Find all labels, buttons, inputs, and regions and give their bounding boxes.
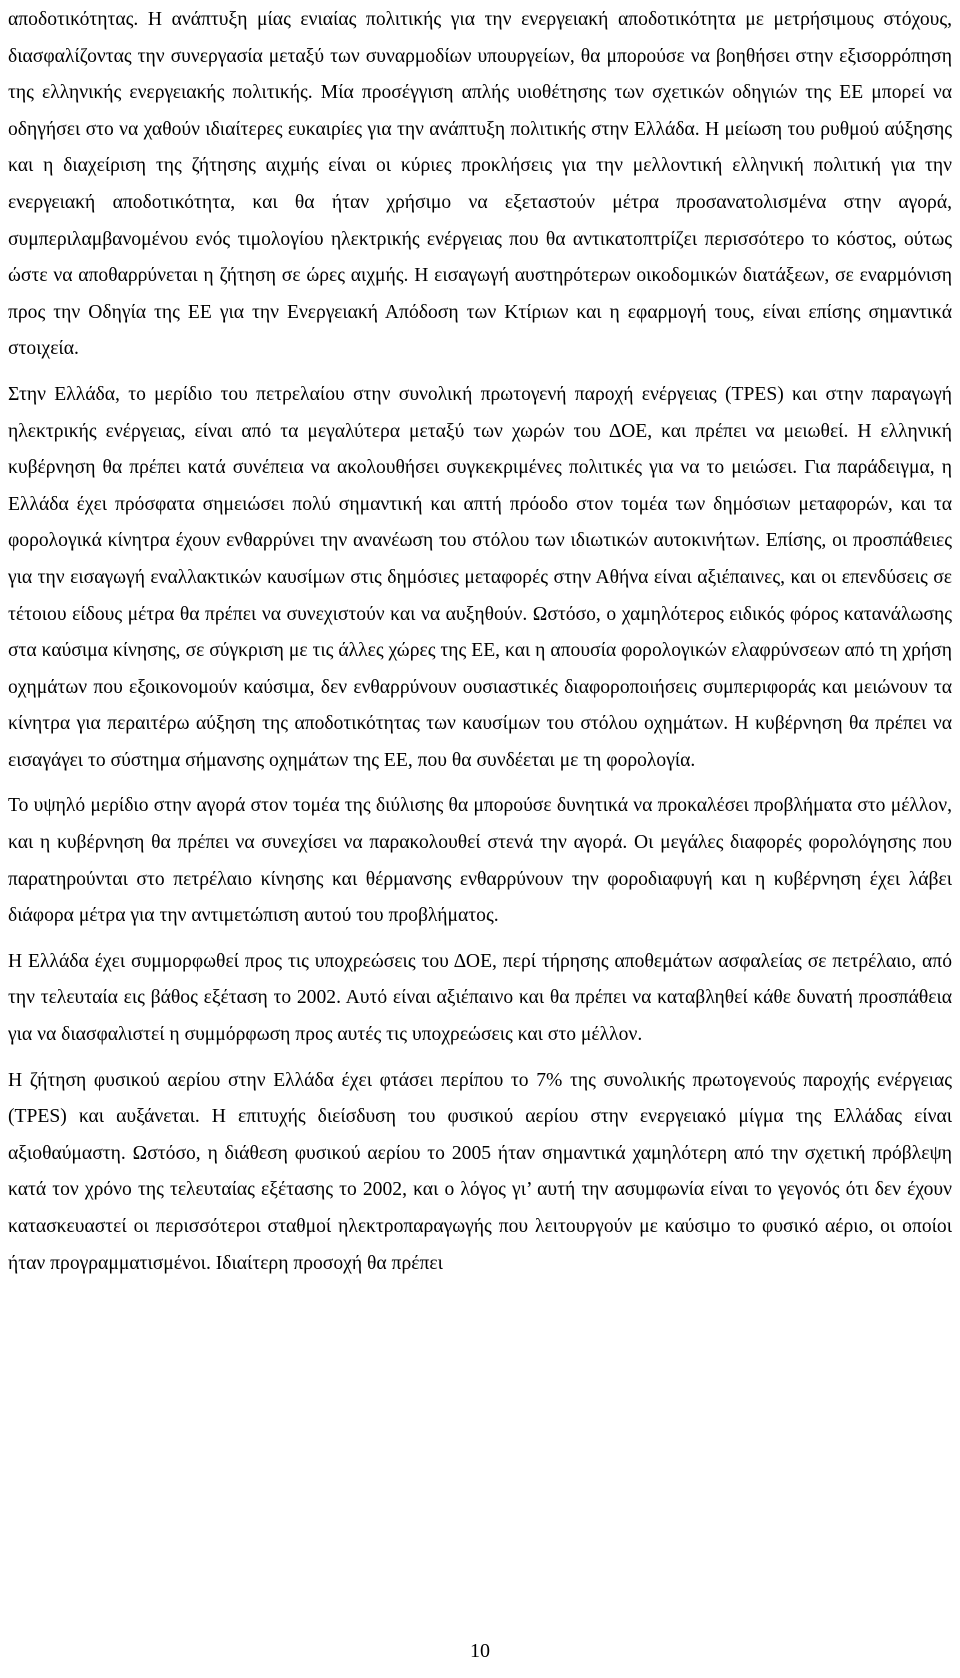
paragraph: Στην Ελλάδα, το μερίδιο του πετρελαίου στην συνολική πρωτογενή παροχή ενέργειας (TPES) και στην παραγωγή ηλεκτρικής ενέργειας, είναι από τα μεγαλύτερα μεταξύ των χωρών του ΔΟΕ, και πρέπει να μειωθεί. Η ελληνική κυβέρνηση θα πρέπει κατά συνέπεια να ακολουθήσει συγκεκριμένες πολιτικές για να το μειώσει. Για παράδειγμα, η Ελλάδα έχει πρόσφατα σημειώσει πολύ σημαντική και απτή πρόοδο στον τομέα των δημόσιων μεταφορών, και τα φορολογικά κίνητρα έχουν ενθαρρύνει την ανανέωση του στόλου των ιδιωτικών αυτοκινήτων. Επίσης, οι προσπάθειες για την εισαγωγή εναλλακτικών καυσίμων στις δημόσιες μεταφορές στην Αθήνα είναι αξιέπαινες, και οι επενδύσεις σε τέτοιου είδους μέτρα θα πρέπει να συνεχιστούν και να αυξηθούν. Ωστόσο, ο χαμηλότερος ειδικός φόρος κατανάλωσης στα καύσιμα κίνησης, σε σύγκριση με τις άλλες χώρες της ΕΕ, και η απουσία φορολογικών ελαφρύνσεων από τη χρήση οχημάτων που εξοικονομούν καύσιμα, δεν ενθαρρύνουν ουσιαστικές διαφοροποιήσεις συμπεριφοράς και μειώνουν τα κίνητρα για περαιτέρω αύξηση της αποδοτικότητας των καυσίμων του στόλου οχημάτων. Η κυβέρνηση θα πρέπει να εισαγάγει το σύστημα σήμανσης οχημάτων της ΕΕ, που θα συνδέεται με τη φορολογία. <box>8 383 952 771</box>
page-number: 10 <box>470 1640 490 1662</box>
paragraph: Η Ελλάδα έχει συμμορφωθεί προς τις υποχρεώσεις του ΔΟΕ, περί τήρησης αποθεμάτων ασφαλείας σε πετρέλαιο, από την τελευταία εις βάθος εξέταση το 2002. Αυτό είναι αξιέπαινο και θα πρέπει να καταβληθεί κάθε δυνατή προσπάθεια για να διασφαλιστεί η συμμόρφωση προς αυτές τις υποχρεώσεις και στο μέλλον. <box>8 950 952 1046</box>
document-page <box>8 2 952 1291</box>
paragraph: Το υψηλό μερίδιο στην αγορά στον τομέα της διύλισης θα μπορούσε δυνητικά να προκαλέσει προβλήματα στο μέλλον, και η κυβέρνηση θα πρέπει να συνεχίσει να παρακολουθεί στενά την αγορά. Οι μεγάλες διαφορές φορολόγησης που παρατηρούνται στο πετρέλαιο κίνησης και θέρμανσης ενθαρρύνουν την φοροδιαφυγή και η κυβέρνηση έχει λάβει διάφορα μέτρα για την αντιμετώπιση αυτού του προβλήματος. <box>8 795 952 927</box>
paragraph: αποδοτικότητας. Η ανάπτυξη μίας ενιαίας πολιτικής για την ενεργειακή αποδοτικότητα με μετρήσιμους στόχους, διασφαλίζοντας την συνεργασία μεταξύ των συναρμοδίων υπουργείων, θα μπορούσε να βοηθήσει στην εξισορρόπηση της ελληνικής ενεργειακής πολιτικής. Μία προσέγγιση απλής υιοθέτησης των σχετικών οδηγιών της ΕΕ μπορεί να οδηγήσει στο να χαθούν ιδιαίτερες ευκαιρίες για την ανάπτυξη πολιτικής στην Ελλάδα. Η μείωση του ρυθμού αύξησης και η διαχείριση της ζήτησης αιχμής είναι οι κύριες προκλήσεις για την μελλοντική ελληνική πολιτική για την ενεργειακή αποδοτικότητα, και θα ήταν χρήσιμο να εξεταστούν μέτρα προσανατολισμένα στην αγορά, συμπεριλαμβανομένου ενός τιμολογίου ηλεκτρικής ενέργειας που θα αντικατοπτρίζει περισσότερο το κόστος, ούτως ώστε να αποθαρρύνεται η ζήτηση σε ώρες αιχμής. Η εισαγωγή αυστηρότερων οικοδομικών διατάξεων, σε εναρμόνιση προς την Οδηγία της ΕΕ για την Ενεργειακή Απόδοση των Κτίριων και η εφαρμογή τους, είναι επίσης σημαντικά στοιχεία. <box>8 9 952 360</box>
paragraph: Η ζήτηση φυσικού αερίου στην Ελλάδα έχει φτάσει περίπου το 7% της συνολικής πρωτογενούς παροχής ενέργειας (TPES) και αυξάνεται. Η επιτυχής διείσδυση του φυσικού αερίου στην ενεργειακό μίγμα της Ελλάδας είναι αξιοθαύμαστη. Ωστόσο, η διάθεση φυσικού αερίου το 2005 ήταν σημαντικά χαμηλότερη από την σχετική πρόβλεψη κατά τον χρόνο της τελευταίας εξέτασης το 2002, και ο λόγος γι’ αυτή την ασυμφωνία είναι το γεγονός ότι δεν έχουν κατασκευαστεί οι περισσότεροι σταθμοί ηλεκτροπαραγωγής που λειτουργούν με καύσιμο το φυσικό αέριο, οι οποίοι ήταν προγραμματισμένοι. Ιδιαίτερη προσοχή θα πρέπει <box>8 1069 952 1274</box>
